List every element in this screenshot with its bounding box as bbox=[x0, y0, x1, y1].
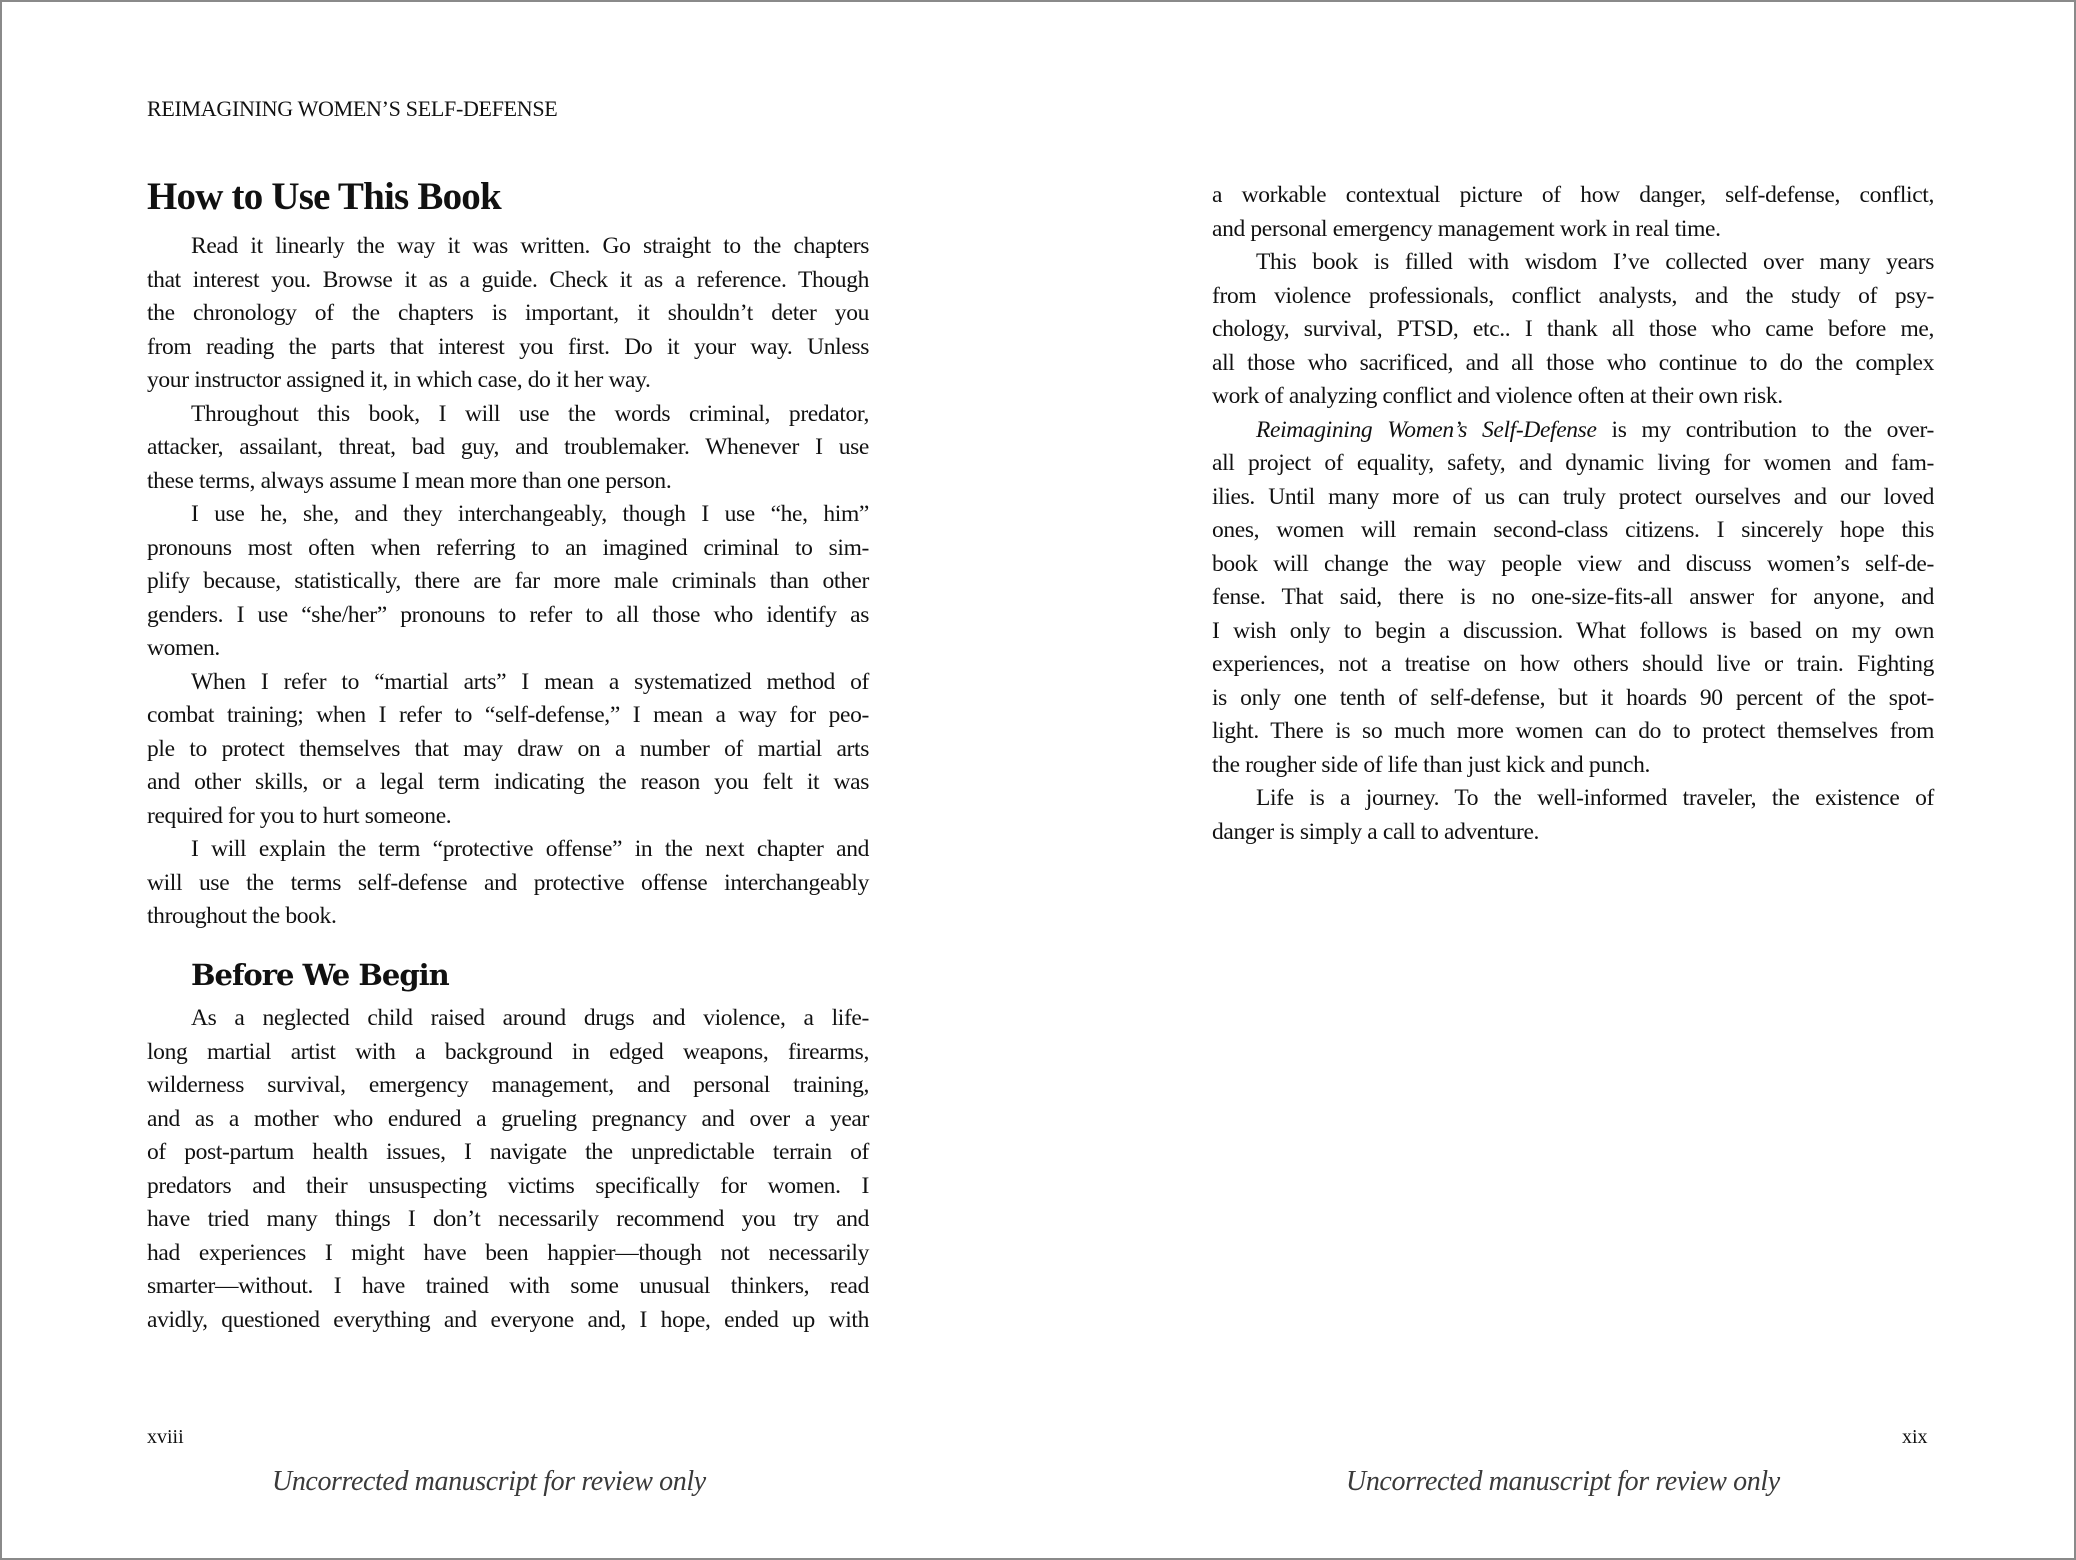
text-line: your instructor assigned it, in which case, do it her way. bbox=[147, 367, 651, 393]
text-line: attacker, assailant, threat, bad guy, and troublemaker. Whenever I use bbox=[147, 434, 869, 460]
text-line: pronouns most often when referring to an imagined criminal to sim- bbox=[147, 534, 869, 561]
text-line: plify because, statistically, there are far more male criminals than other bbox=[147, 568, 869, 594]
text-line: When I refer to “martial arts” I mean a systematized method of bbox=[191, 668, 869, 695]
text-line: I use he, she, and they interchangeably, though I use “he, him” bbox=[191, 501, 869, 527]
text-line: book will change the way people view and discuss women’s self-de- bbox=[1212, 550, 1934, 577]
text-line: avidly, questioned everything and everyone and, I hope, ended up with bbox=[147, 1306, 869, 1333]
text-line: all project of equality, safety, and dynamic living for women and fam- bbox=[1212, 450, 1934, 476]
left-section2-body bbox=[147, 1002, 869, 1337]
text-line: will use the terms self-defense and protective offense interchangeably bbox=[147, 869, 869, 896]
text-line: and as a mother who endured a grueling pregnancy and over a year bbox=[147, 1105, 869, 1132]
text-line: combat training; when I refer to “self-defense,” I mean a way for peo- bbox=[147, 702, 869, 728]
text-line: ilies. Until many more of us can truly protect ourselves and our loved bbox=[1212, 483, 1934, 510]
text-line: This book is filled with wisdom I’ve collected over many years bbox=[1256, 249, 1934, 275]
text-line bbox=[1212, 414, 1934, 448]
left-section1-body bbox=[147, 230, 869, 934]
text-line: from reading the parts that interest you first. Do it your way. Unless bbox=[147, 333, 869, 360]
text-line: danger is simply a call to adventure. bbox=[1212, 818, 1540, 845]
text-line: throughout the book. bbox=[147, 903, 337, 929]
review-watermark-right: Uncorrected manuscript for review only bbox=[1346, 1466, 1780, 1497]
text-line: genders. I use “she/her” pronouns to refer to all those who identify as bbox=[147, 601, 869, 628]
text-line: required for you to hurt someone. bbox=[147, 802, 452, 829]
text-line: have tried many things I don’t necessarily recommend you try and bbox=[147, 1206, 869, 1232]
text-line: is only one tenth of self-defense, but it hoards 90 percent of the spot- bbox=[1212, 684, 1934, 711]
text-line: of post-partum health issues, I navigate the unpredictable terrain of bbox=[147, 1139, 869, 1165]
text-line: that interest you. Browse it as a guide. Check it as a reference. Though bbox=[147, 266, 869, 293]
text-line: all those who sacrificed, and all those who continue to do the complex bbox=[1212, 349, 1934, 376]
line-text: is my contribution to the over- bbox=[1596, 416, 1934, 443]
running-head: REIMAGINING WOMEN’S SELF-DEFENSE bbox=[147, 96, 558, 121]
text-line: from violence professionals, conflict analysts, and the study of psy- bbox=[1212, 282, 1934, 309]
text-line: wilderness survival, emergency management, and personal training, bbox=[147, 1072, 869, 1098]
text-line: women. bbox=[147, 635, 220, 661]
text-line: work of analyzing conflict and violence often at their own risk. bbox=[1212, 383, 1783, 409]
text-line: these terms, always assume I mean more than one person. bbox=[147, 467, 672, 494]
text-line: ones, women will remain second-class citizens. I sincerely hope this bbox=[1212, 517, 1934, 543]
text-line: and personal emergency management work in real time. bbox=[1212, 215, 1721, 242]
text-line: and other skills, or a legal term indicating the reason you felt it was bbox=[147, 769, 869, 795]
right-page-body bbox=[1212, 179, 1934, 849]
text-line: chology, survival, PTSD, etc.. I thank all those who came before me, bbox=[1212, 316, 1934, 342]
text-line: smarter—without. I have trained with some unusual thinkers, read bbox=[147, 1273, 869, 1299]
text-line: Read it linearly the way it was written. Go straight to the chapters bbox=[191, 233, 869, 259]
review-watermark-left: Uncorrected manuscript for review only bbox=[272, 1466, 706, 1497]
text-line: I will explain the term “protective offense” in the next chapter and bbox=[191, 836, 869, 862]
text-line: I wish only to begin a discussion. What follows is based on my own bbox=[1212, 617, 1934, 644]
text-line: the rougher side of life than just kick and punch. bbox=[1212, 751, 1651, 778]
text-line: the chronology of the chapters is important, it shouldn’t deter you bbox=[147, 300, 869, 326]
text-line: light. There is so much more women can do to protect themselves from bbox=[1212, 718, 1934, 744]
text-line: long martial artist with a background in edged weapons, firearms, bbox=[147, 1038, 869, 1065]
text-line: Throughout this book, I will use the words criminal, predator, bbox=[191, 400, 869, 427]
section-subheading: Before We Begin bbox=[191, 958, 449, 992]
text-line: fense. That said, there is no one-size-fits-all answer for anyone, and bbox=[1212, 584, 1934, 610]
text-line: ple to protect themselves that may draw on a number of martial arts bbox=[147, 735, 869, 762]
book-title-italic: Reimagining Women’s Self-Defense bbox=[1256, 416, 1597, 443]
text-line: Life is a journey. To the well-informed traveler, the existence of bbox=[1256, 785, 1934, 811]
text-line: predators and their unsuspecting victims specifically for women. I bbox=[147, 1172, 869, 1199]
page-number-right: xix bbox=[1902, 1426, 1928, 1448]
text-line: experiences, not a treatise on how others should live or train. Fighting bbox=[1212, 651, 1934, 677]
page-number-left: xviii bbox=[147, 1426, 184, 1448]
chapter-heading: How to Use This Book bbox=[147, 175, 501, 218]
text-line: a workable contextual picture of how danger, self-defense, conflict, bbox=[1212, 182, 1934, 208]
text-line: had experiences I might have been happier—though not necessarily bbox=[147, 1239, 869, 1266]
text-line: As a neglected child raised around drugs and violence, a life- bbox=[191, 1005, 869, 1031]
